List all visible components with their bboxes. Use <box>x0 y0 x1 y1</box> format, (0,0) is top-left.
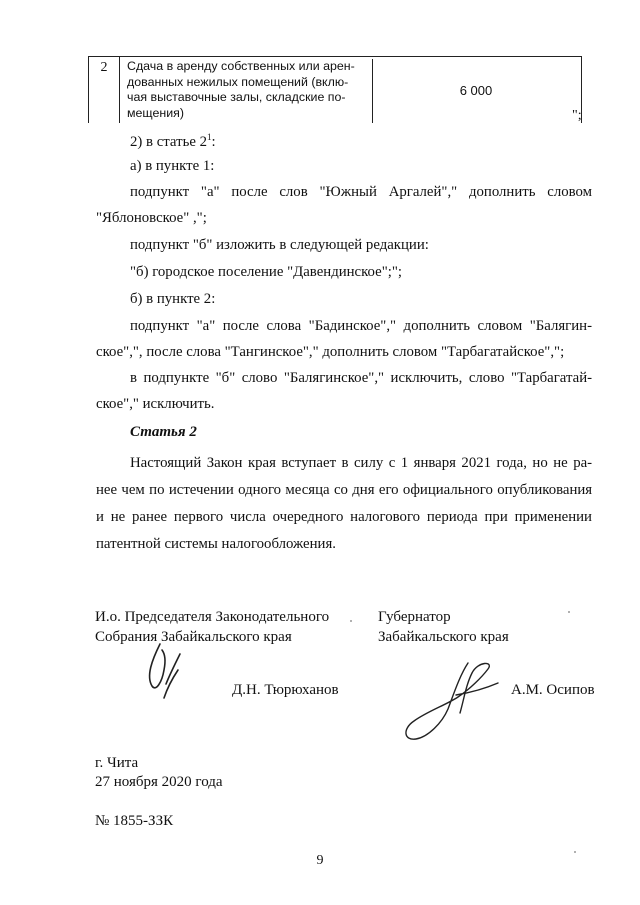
row-text-line: чая выставочные залы, складские по- <box>127 90 346 104</box>
scan-speck <box>574 851 576 853</box>
article-2-line-last: патентной системы налогообложения. <box>96 536 336 552</box>
item-2-statute: 2) в статье $2^1$: <box>130 132 216 150</box>
article-2-line: нее чем по истечении одного месяца со дня его официального опубликования <box>96 482 593 498</box>
subpoint-b-text: "б) городское поселение "Давендинское";"; <box>130 264 403 280</box>
scan-speck <box>350 620 352 622</box>
row-amount: 6 000 <box>459 82 493 98</box>
article-2-heading: Статья 2 <box>130 424 197 440</box>
point-b-heading: б) в пункте 2: <box>130 291 216 307</box>
row-text-line: Сдача в аренду собственных или арен- <box>127 59 355 73</box>
right-handwritten-signature <box>398 655 508 745</box>
point-a-heading: а) в пункте 1: <box>130 158 215 174</box>
left-signatory-title: И.о. Председателя Законодательного Собрания Забайкальского края <box>95 609 330 645</box>
subpoint-a-line-cont: "Яблоновское" ,"; <box>96 210 207 226</box>
right-signatory-name: А.М. Осипов <box>511 682 595 698</box>
subpoint-a-line: подпункт "а" после слов "Южный Аргалей"," дополнить словом <box>130 184 592 200</box>
subpoint-d-line: в подпункте "б" слово "Балягинское"," исключить, слово "Тарбагатай- <box>130 370 593 386</box>
article-2-line: и не ранее первого числа очередного налогового периода при применении <box>96 509 592 525</box>
law-number: № 1855-ЗЗК <box>95 813 174 829</box>
subpoint-c-line: подпункт "а" после слова "Бадинское"," дополнить словом "Балягин- <box>130 318 592 334</box>
subpoint-c-line-cont: ское",", после слова "Тангинское"," дополнить словом "Тарбагатайское","; <box>96 344 565 360</box>
row-number: 2 <box>89 57 120 123</box>
subpoint-b-statement: подпункт "б" изложить в следующей редакции: <box>130 237 429 253</box>
right-signatory-title: Губернатор Забайкальского края <box>378 609 509 645</box>
row-text-line: дованных нежилых помещений (вклю- <box>127 74 349 89</box>
article-2-line: Настоящий Закон края вступает в силу с 1 января 2021 года, но не ра- <box>130 455 593 471</box>
subpoint-d-line-cont: ское"," исключить. <box>96 396 215 412</box>
page-number: 9 <box>316 853 324 868</box>
row-description <box>121 59 373 123</box>
rates-table-row <box>88 56 582 123</box>
signing-place: г. Чита <box>95 755 139 771</box>
signing-date: 27 ноября 2020 года <box>95 774 223 790</box>
table-closing-quote: "; <box>572 108 582 123</box>
left-handwritten-signature <box>142 640 192 704</box>
scan-speck <box>568 611 570 613</box>
left-signatory-name: Д.Н. Тюрюханов <box>232 682 339 698</box>
row-text-line: мещения) <box>127 105 184 120</box>
